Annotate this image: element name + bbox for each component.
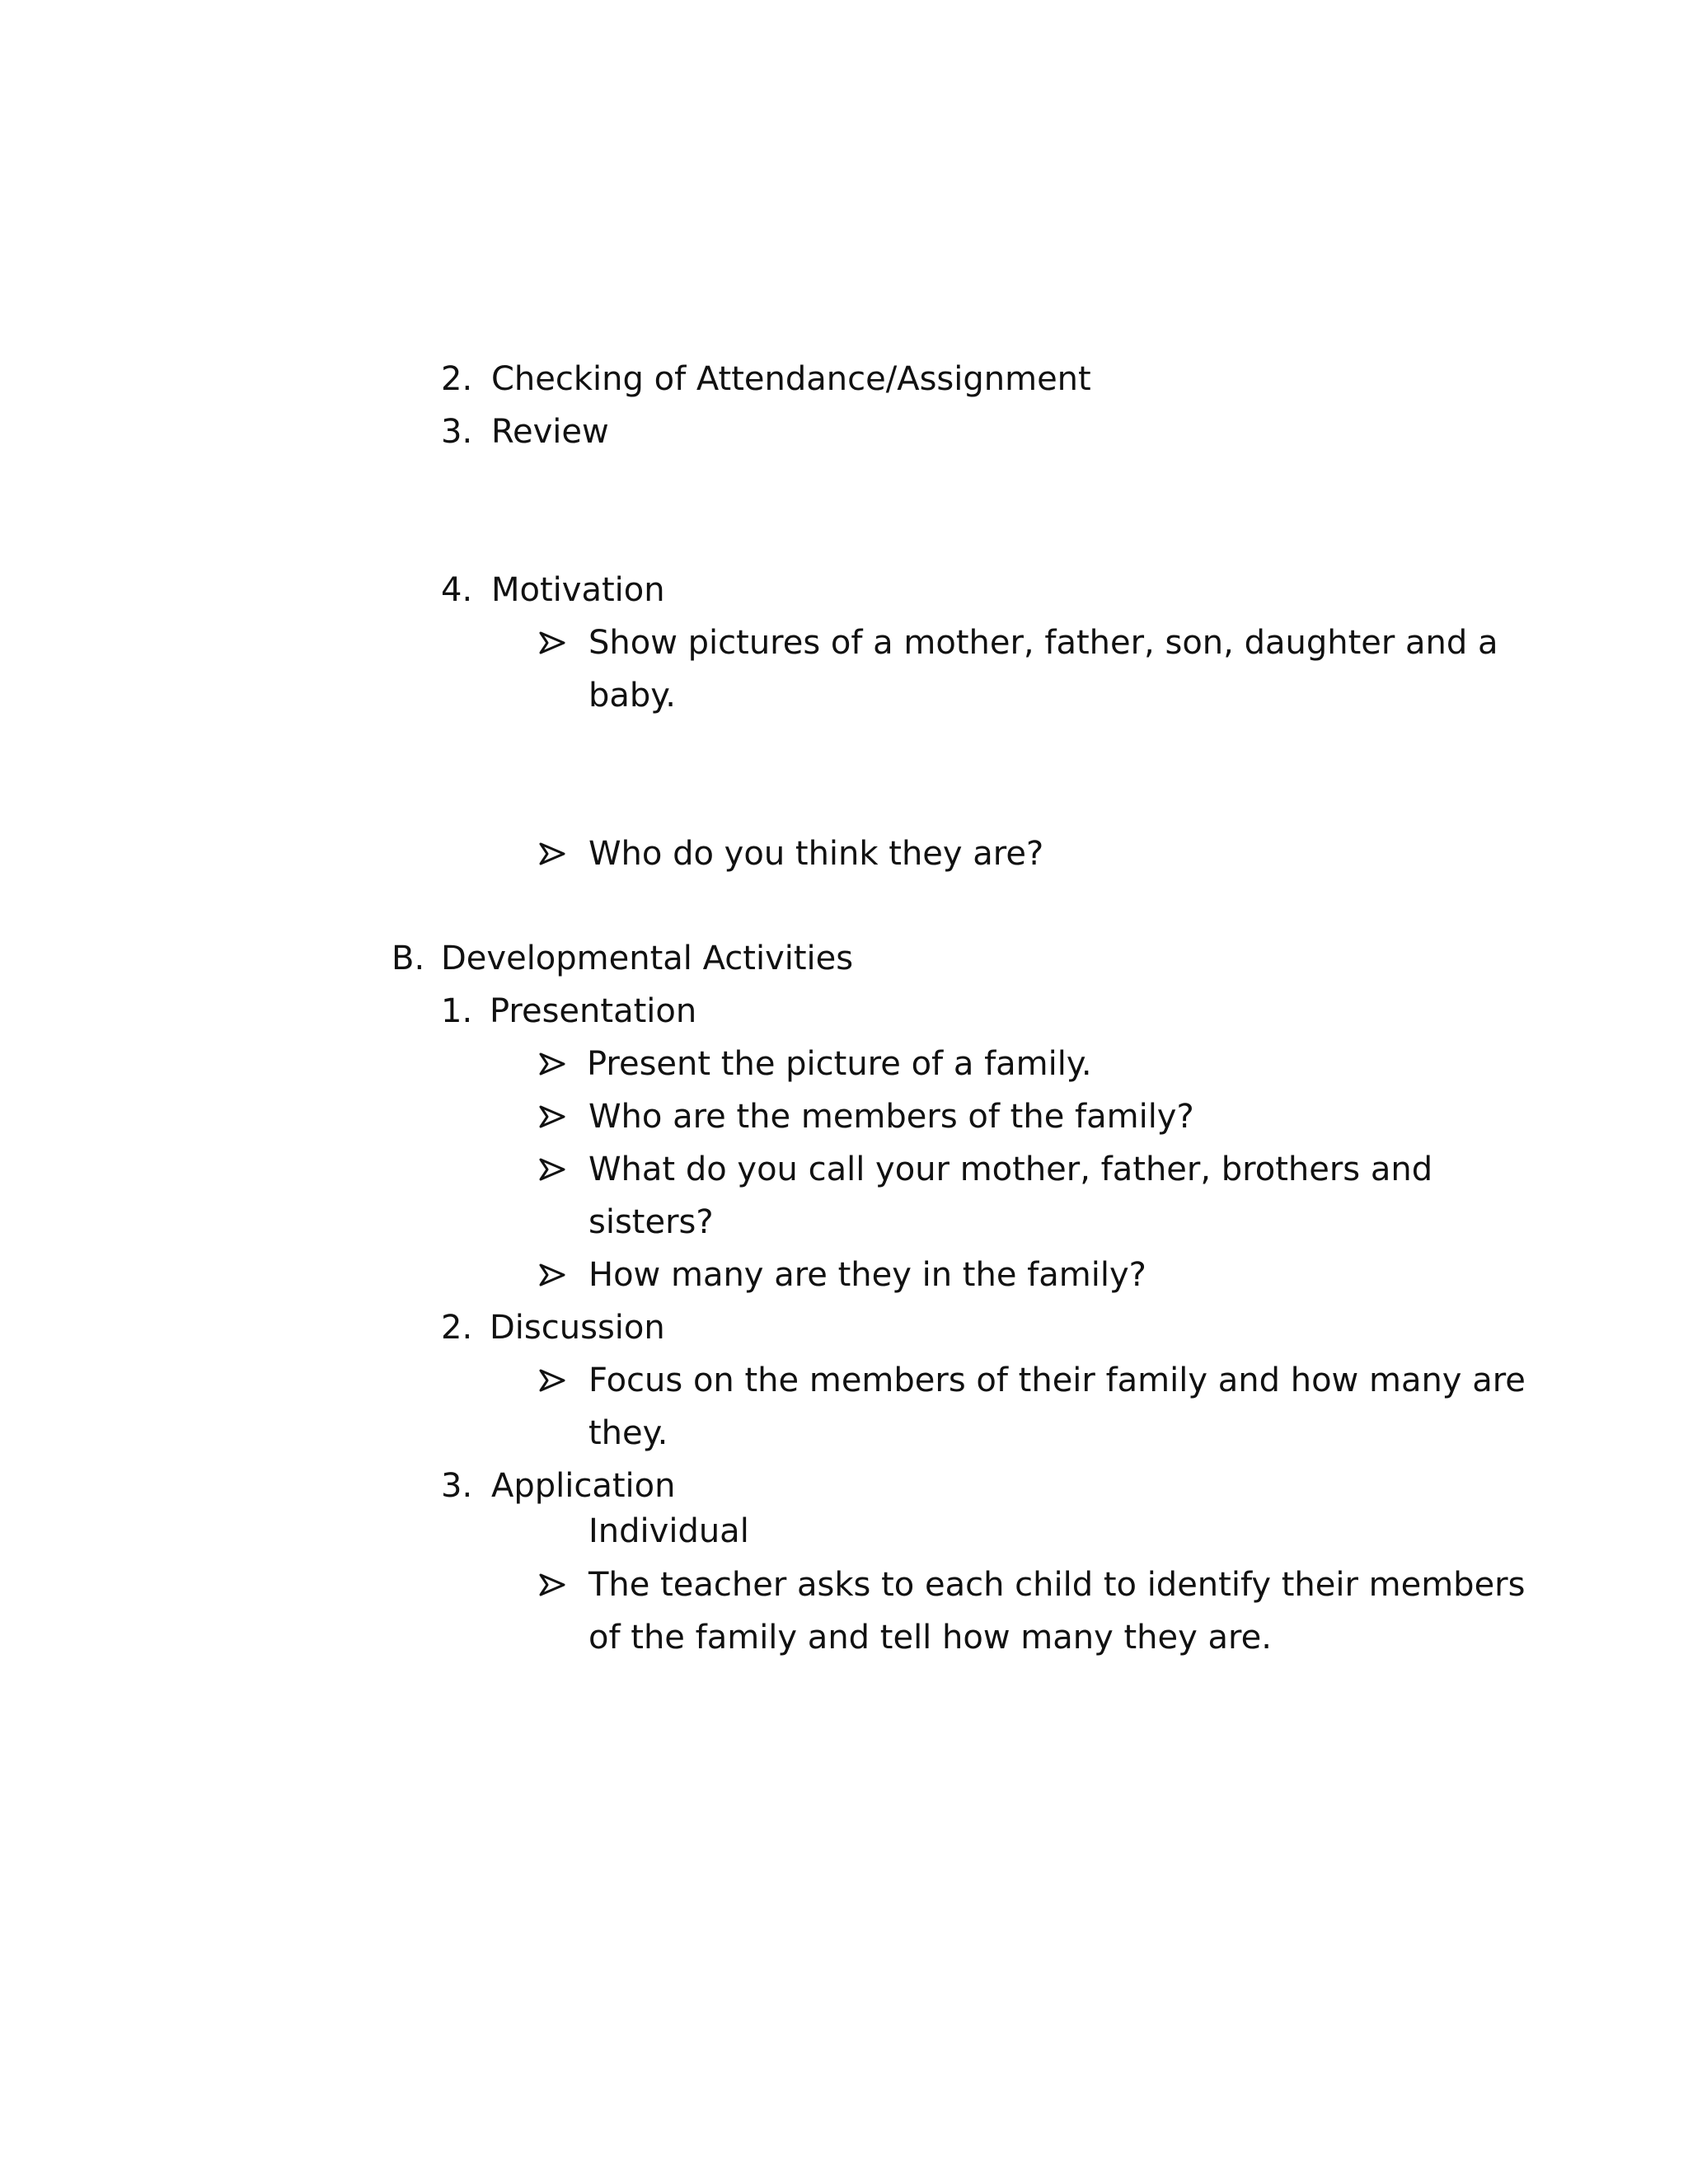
item-review: Review — [491, 413, 609, 451]
section-b-title: Developmental Activities — [441, 940, 854, 977]
bullet-teacher-asks-line1: The teacher asks to each child to identify their members — [588, 1566, 1526, 1604]
bullet-show-pictures-line1: Show pictures of a mother, father, son, daughter and a — [588, 624, 1498, 662]
sublabel-individual: Individual — [588, 1512, 749, 1550]
bullet-focus-line2: they. — [588, 1414, 668, 1452]
bullet-teacher-asks-line2: of the family and tell how many they are. — [588, 1619, 1272, 1657]
arrowhead-bullet-icon — [536, 1558, 588, 1611]
bullet-who-do-you-think: Who do you think they are? — [588, 835, 1044, 873]
item-motivation: Motivation — [491, 571, 665, 609]
item-discussion: Discussion — [490, 1309, 665, 1347]
bullet-show-pictures-line2: baby. — [588, 677, 676, 715]
bullet-what-do-you-call-line1: What do you call your mother, father, brothers and — [588, 1151, 1433, 1188]
item-presentation: Presentation — [490, 992, 697, 1030]
bullet-present-picture: Present the picture of a family. — [587, 1045, 1092, 1083]
list-number-3: 3. — [441, 1467, 473, 1505]
section-b-marker: B. — [392, 940, 425, 977]
bullet-how-many: How many are they in the family? — [588, 1256, 1146, 1294]
bullet-what-do-you-call-line2: sisters? — [588, 1203, 714, 1241]
list-number-2: 2. — [441, 1309, 473, 1347]
arrowhead-bullet-icon — [536, 1090, 588, 1143]
bullet-focus-line1: Focus on the members of their family and how many are — [588, 1361, 1526, 1399]
arrowhead-bullet-icon — [536, 1038, 588, 1090]
arrowhead-bullet-icon — [536, 827, 588, 880]
list-number-2: 2. — [441, 360, 473, 398]
arrowhead-bullet-icon — [536, 1249, 588, 1301]
item-checking-attendance: Checking of Attendance/Assignment — [491, 360, 1091, 398]
list-number-1: 1. — [441, 992, 473, 1030]
arrowhead-bullet-icon — [536, 616, 588, 669]
list-number-3: 3. — [441, 413, 473, 451]
item-application: Application — [491, 1467, 676, 1505]
arrowhead-bullet-icon — [536, 1143, 588, 1196]
arrowhead-bullet-icon — [536, 1354, 588, 1407]
list-number-4: 4. — [441, 571, 473, 609]
bullet-who-are-members: Who are the members of the family? — [588, 1098, 1194, 1136]
